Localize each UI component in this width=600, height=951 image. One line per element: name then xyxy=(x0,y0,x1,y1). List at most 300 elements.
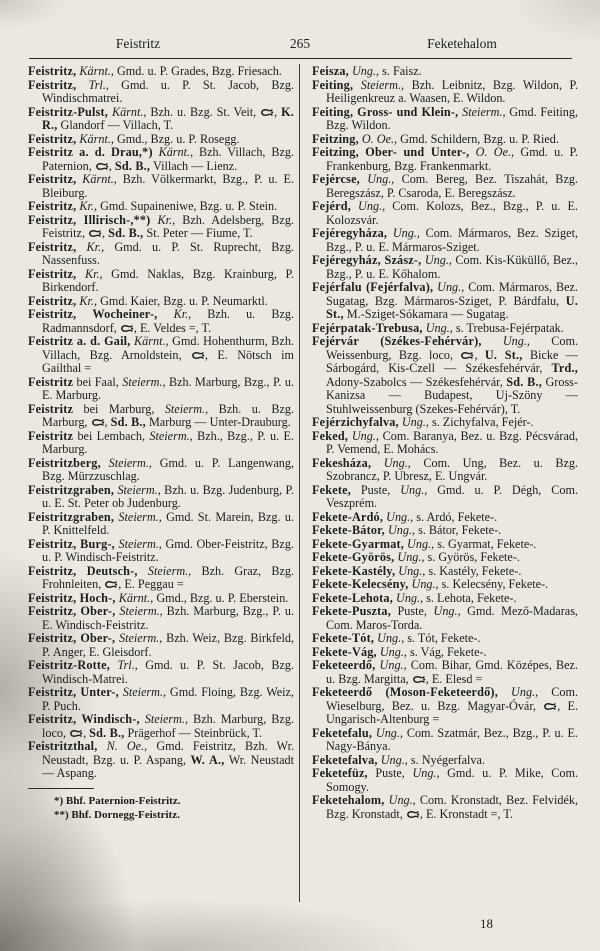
entry-text: Bzh. Villach, Bzg. Paternion, xyxy=(42,145,295,173)
entry-text: , E. Peggau = xyxy=(118,577,184,591)
entry-region: Steierm., xyxy=(139,712,189,726)
entry xyxy=(312,335,578,416)
entry-headword: Fekete-Kastély, xyxy=(312,563,396,578)
entry-text: Com. Mármaros, Bez. Sugatag, Bzg. Mármaros-Sziget, P. Bárdfalu, xyxy=(326,280,578,308)
entry-text: Gmd. u. P. St. Ruprecht, Bzg. Nassenfuss. xyxy=(42,239,294,267)
entry-headword: Feitzing, xyxy=(312,131,359,146)
entry-headword: Feistritz, Illirisch-,**) xyxy=(28,212,151,227)
entry-headword: Feistritzberg, xyxy=(28,455,101,470)
entry-text: s. Gyarmat, Fekete-. xyxy=(434,536,537,551)
entry xyxy=(28,376,294,403)
entry-text: Com. Ung, Bez. u. Bzg. Szobrancz, P. Ubresz, E. Ungvár. xyxy=(326,455,578,483)
entry-region: Ung., xyxy=(395,563,426,578)
right-column xyxy=(312,65,578,821)
entry xyxy=(312,146,578,173)
entry-headword: Feketeerdő, xyxy=(312,658,376,672)
entry-text: Gmd. Supaineniwe, Bzg. u. P. Stein. xyxy=(97,199,278,213)
entry-headword: Feistritz, Deutsch-, xyxy=(28,563,138,578)
entry-region: Kärnt., xyxy=(76,172,117,186)
entry-text: s. Zichyfalva, Fejér-. xyxy=(428,415,534,429)
entry xyxy=(312,484,578,511)
entry xyxy=(312,578,578,592)
entry-text: Bzh. Völkermarkt, Bzg., P. u. E. Bleiburg. xyxy=(42,172,294,200)
entry-text: , xyxy=(104,415,111,429)
entry-text: Bzh. Weiz, Bzg. Birkfeld, P. Anger, E. Gleisdorf. xyxy=(42,631,294,659)
entry xyxy=(312,227,578,254)
entry-headword: Feistritz a. d. Drau,*) xyxy=(28,145,153,159)
entry xyxy=(312,200,578,227)
post-horn-icon xyxy=(412,675,426,684)
entry-headword: Feistritzgraben, xyxy=(28,509,115,524)
entry-text: Bzh. Leibnitz, Bzg. Wildon, P. Heiligenkreuz a. Waasen, E. Wildon. xyxy=(326,77,578,105)
entry-text: , xyxy=(108,158,115,173)
entry-text: Gmd. u. P. Grades, Bzg. Friesach. xyxy=(113,64,282,78)
entry-text: Gmd. u. P. Dégh, Com. Veszprém. xyxy=(326,482,578,510)
entry-region: Kärnt., xyxy=(76,131,114,146)
entry-text: , xyxy=(102,226,109,240)
entry-region: Ung., xyxy=(348,64,380,78)
entry xyxy=(28,713,294,740)
entry-region: Kr., xyxy=(76,239,105,254)
entry-region: Kr., xyxy=(76,199,98,213)
entry xyxy=(312,794,578,821)
entry-region: Ung., xyxy=(384,523,416,537)
entry xyxy=(312,65,578,79)
entry-text: Gmd. u. P. St. Jacob, Bzg. Windisch-Matrei. xyxy=(42,658,294,686)
entry xyxy=(312,659,578,686)
header-rule xyxy=(29,58,572,59)
entry-text: Glandorf — Villach, T. xyxy=(57,118,174,132)
entry xyxy=(28,403,294,430)
entry-region: Kärnt., xyxy=(76,64,114,78)
footnotes-container xyxy=(28,795,294,822)
entry-text: Gmd. u. P. Langenwang, Bzg. Mürzzuschlag. xyxy=(42,455,295,483)
entry-text: Gmd. u. P. Mike, Com. Somogy. xyxy=(326,766,578,794)
entry-headword: Feistritz, xyxy=(28,64,77,78)
entry-region: Ung., xyxy=(374,631,405,645)
entry-region: Ung., xyxy=(384,793,416,807)
entry-text: Com. Bereg, Bez. Tiszahát, Bzg. Beregszász, P. Csaroda, E. Beregszász. xyxy=(326,172,578,200)
entry-text: Puste, xyxy=(367,766,413,780)
entry xyxy=(312,754,578,768)
entry-headword: Feisza, xyxy=(312,64,349,78)
entry-text: Bzh. u. Bzg. St. Veit, xyxy=(146,104,261,119)
entry-region: Steierm., xyxy=(458,104,506,119)
entry xyxy=(28,214,294,241)
entry-headword: Fejérfalu (Fejérfalva), xyxy=(312,280,434,294)
entry-region: Ung., xyxy=(408,577,439,591)
entry-region: Steierm., xyxy=(114,536,162,551)
entry-region: Steierm., xyxy=(149,428,193,443)
entry-text: Gmd. Ober-Feistritz, Bzg. u. P. Windisch-Feistritz. xyxy=(42,536,294,564)
entry-text: s. Györös, Fekete-. xyxy=(424,550,520,564)
entry-region: Kr., xyxy=(76,293,98,308)
entry-headword: Fekete, xyxy=(312,482,351,497)
entry-headword: Feistritz xyxy=(28,401,74,416)
entry-text: Gmd. Kaier, Bzg. u. P. Neumarktl. xyxy=(97,293,268,308)
entry-text: s. Faisz. xyxy=(379,64,422,78)
entry-region: Steierm., xyxy=(115,604,163,618)
entry-headword: Sd. B., xyxy=(108,226,144,240)
entry-region: Ung., xyxy=(433,604,461,618)
entry-headword: Sd. B., xyxy=(114,158,151,173)
left-entries-container xyxy=(28,65,294,781)
column-divider-rule xyxy=(299,64,300,902)
entry-headword: Fekete-Bátor, xyxy=(312,523,385,537)
entry xyxy=(312,457,578,484)
entry-text: Puste, xyxy=(350,482,401,497)
entry-region: O. Oe., xyxy=(358,131,398,146)
entry-text: , E. Ungarisch-Altenburg = xyxy=(326,698,579,726)
entry-region: Trl., xyxy=(76,77,109,92)
entry-text: Bzh. u. Bzg. Radmannsdorf, xyxy=(42,307,295,335)
entry-headword: Feistritz, xyxy=(28,266,77,281)
entry-region: Ung., xyxy=(372,725,403,740)
entry-headword: Feistritz, Burg-, xyxy=(28,536,115,551)
entry-headword: Fejérpatak-Trebusa, xyxy=(312,320,423,335)
entry-text: s. Trebusa-Fejérpatak. xyxy=(452,320,564,335)
entry-text: Bzh. Adelsberg, Bzg. Feistritz, xyxy=(42,212,294,240)
entry-headword: Sd. B., xyxy=(506,374,542,389)
entry-region: Ung., xyxy=(422,320,453,335)
entry-region: Ung., xyxy=(359,172,395,186)
entry-headword: Fejércse, xyxy=(312,172,360,186)
entry-text: s. Kelecsény, Fekete-. xyxy=(438,577,549,591)
entry-text: Gmd. St. Marein, Bzg. u. P. Knittelfeld. xyxy=(42,509,294,537)
entry-text: Com. Wieselburg, Bez. u. Bzg. Magyar-Óvár, xyxy=(326,685,578,713)
entry xyxy=(312,686,578,727)
entry-headword: Fejérd, xyxy=(312,199,351,213)
entry xyxy=(28,565,294,592)
entry-region: Steierm., xyxy=(115,631,163,645)
entry-text: s. Lehota, Fekete-. xyxy=(423,590,517,605)
post-horn-icon xyxy=(460,351,474,360)
entry-text: Bzh. u. Bzg. Marburg, xyxy=(42,401,294,429)
entry-headword: Feiting, Gross- und Klein-, xyxy=(312,104,459,119)
entry xyxy=(312,727,578,754)
entry-region: Steierm., xyxy=(164,401,209,416)
entry-region: Ung., xyxy=(433,280,465,294)
entry-region: Kärnt., xyxy=(115,590,154,605)
entry-headword: Fejérzichyfalva, xyxy=(312,415,399,429)
entry-text: Gross-Kanizsa — Budapest, Uj-Szöny — Stuhlweissenburg (Szekes-Fehérvár), T. xyxy=(326,374,578,416)
entry-headword: Feistritz a. d. Gail, xyxy=(28,334,131,348)
entry xyxy=(28,146,294,173)
post-horn-icon xyxy=(191,351,205,360)
entry-text: , xyxy=(474,347,485,362)
entry xyxy=(28,511,294,538)
entry-headword: Feistritzthal, xyxy=(28,739,98,753)
entry-headword: Feketehalom, xyxy=(312,793,385,807)
entry xyxy=(312,281,578,322)
entry-headword: Fekete-Puszta, xyxy=(312,604,391,618)
entry-text: Bzh. Marburg, Bzg., P. u. E. Windisch-Feistritz. xyxy=(42,604,294,632)
entry-text: Bzh. Graz, Bzg. Frohnleiten, xyxy=(42,563,295,591)
entry xyxy=(312,322,578,336)
entry-text: s. Nyégerfalva. xyxy=(407,752,485,767)
entry-headword: Fekete-Ardó, xyxy=(312,509,384,524)
entry xyxy=(28,106,294,133)
entry-text: Gmd., Bzg. u. P. Rosegg. xyxy=(113,131,240,146)
post-horn-icon xyxy=(95,162,109,171)
entry-headword: Feitzing, Ober- und Unter-, xyxy=(312,145,470,159)
entry-region: Ung., xyxy=(398,415,429,429)
entry-text: Bzh. Marburg, Bzg. loco, xyxy=(42,712,294,740)
left-column xyxy=(28,65,294,823)
entry-text: Bicke — Sárbogárd, Kis-Czell — Székesfehérvár, xyxy=(326,347,578,375)
entry xyxy=(28,605,294,632)
entry-text: Gmd. Schildern, Bzg. u. P. Ried. xyxy=(397,131,559,146)
entry-region: Ung., xyxy=(371,455,411,470)
entry-region: Ung., xyxy=(392,590,424,605)
entry-headword: Feistritz, Wocheiner-, xyxy=(28,307,158,321)
post-horn-icon xyxy=(88,229,102,238)
entry-headword: Feketefüz, xyxy=(312,766,368,780)
entry-headword: Feistritzgraben, xyxy=(28,482,115,497)
header-right-keyword: Feketehalom xyxy=(427,36,497,51)
entry-headword: Fekete-Györös, xyxy=(312,550,395,564)
header-page-number: 265 xyxy=(289,36,311,51)
entry xyxy=(28,200,294,214)
entry-headword: Sd. B., xyxy=(110,415,146,429)
footnote-separator-rule xyxy=(28,788,94,789)
entry-text: Bzh. Marburg, Bzg., P. u. E. Marburg. xyxy=(42,374,294,402)
entry xyxy=(28,538,294,565)
entry-headword: Feked, xyxy=(312,428,349,443)
entry-text: s. Bátor, Fekete-. xyxy=(415,523,502,537)
entry-region: N. Oe., xyxy=(97,739,148,753)
entry-headword: Feketefalva, xyxy=(312,752,378,767)
entry-text: bei Marburg, xyxy=(73,401,165,416)
entry-region: Steierm., xyxy=(118,685,167,699)
entry xyxy=(28,430,294,457)
entry-text: Bzh., Bzg., P. u. E. Marburg. xyxy=(42,428,294,456)
entry-region: Ung., xyxy=(481,334,530,348)
entry-text: M.-Sziget-Sókamara — Sugatag. xyxy=(343,307,509,321)
entry xyxy=(312,605,578,632)
post-horn-icon xyxy=(406,810,420,819)
entry-text: St. Peter — Fiume, T. xyxy=(143,226,253,240)
entry-text: Marburg — Unter-Drauburg. xyxy=(145,415,291,429)
entry-headword: Feistritz, xyxy=(28,293,77,308)
entry xyxy=(312,632,578,646)
entry xyxy=(312,538,578,552)
entry-headword: Feistritz, xyxy=(28,131,77,146)
entry-region: Kärnt., xyxy=(130,334,169,348)
entry xyxy=(312,106,578,133)
entry-headword: Trd., xyxy=(551,361,578,375)
entry-headword: Feistritz xyxy=(28,428,74,443)
entry-text: bei Faal, xyxy=(73,374,123,389)
footnote: *) Bhf. Paternion-Feistritz. xyxy=(54,794,181,807)
entry xyxy=(312,551,578,565)
entry-headword: Feistritz, Windisch-, xyxy=(28,712,140,726)
entry-text: Com. Kolozs, Bez., Bzg., P. u. E. Kolozsvár. xyxy=(326,199,578,227)
entry-headword: Feistritz, xyxy=(28,172,77,186)
entry-headword: Fejéregyház, Szász-, xyxy=(312,253,422,267)
entry xyxy=(28,241,294,268)
entry xyxy=(28,659,294,686)
entry-region: Ung., xyxy=(404,536,435,551)
entry-headword: Feketefalu, xyxy=(312,725,373,740)
entry-headword: U. St., xyxy=(326,293,578,321)
entry-text: Com. Kronstadt, Bez. Felvidék, Bzg. Kronstadt, xyxy=(326,793,578,821)
entry-text: Com. Bihar, Gmd. Középes, Bez. u. Bzg. Margitta, xyxy=(326,658,578,686)
entry-text: , xyxy=(274,104,282,119)
entry xyxy=(28,632,294,659)
entry-region: Ung., xyxy=(387,226,420,240)
entry-text: Com. Weissenburg, Bzg. loco, xyxy=(326,334,578,362)
entry-text: , E. Veldes =, T. xyxy=(133,320,212,335)
entry-headword: Feketeerdő (Moson-Feketeerdő), xyxy=(312,685,498,699)
entry-region: Ung., xyxy=(394,550,425,564)
entry-text: s. Vág, Fekete-. xyxy=(406,644,487,659)
entry-text: Gmd. Hohenthurm, Bzh. Villach, Bzg. Arnoldstein, xyxy=(42,334,294,362)
entry xyxy=(28,295,294,309)
entry xyxy=(312,646,578,660)
entry-text: Wr. Neustadt — Aspang. xyxy=(42,752,294,780)
entry xyxy=(28,65,294,79)
entry-region: Ung., xyxy=(376,644,407,659)
entry-text: Gmd. Mező-Madaras, Com. Maros-Torda. xyxy=(326,604,578,632)
entry-text: Puste, xyxy=(390,604,434,618)
entry-text: Adony-Szabolcs — Székesfehérvár, xyxy=(326,374,507,389)
entry-headword: Fejérvár (Székes-Fehérvár), xyxy=(312,334,482,348)
entry-region: Ung., xyxy=(348,428,379,443)
entry-headword: Feistritz, Hoch-, xyxy=(28,590,116,605)
entry-region: Ung., xyxy=(400,482,428,497)
entry-headword: Feistritz, Ober-, xyxy=(28,631,116,645)
entry xyxy=(28,335,294,376)
entry-headword: Feiting, xyxy=(312,77,354,92)
entry-text: Gmd., Bzg. u. P. Eberstein. xyxy=(153,590,289,605)
entry-region: O. Oe., xyxy=(469,145,515,159)
entry xyxy=(312,524,578,538)
entry-text: Gmd. u. P. Frankenburg, Bzg. Frankenmarkt. xyxy=(326,145,578,173)
entry-text: Villach — Lienz. xyxy=(150,158,238,173)
entry-text: s. Kastély, Fekete-. xyxy=(425,563,522,578)
post-horn-icon xyxy=(543,702,557,711)
entry xyxy=(312,173,578,200)
entry-text: Com. Szatmár, Bez., Bzg., P. u. E. Nagy-Bánya. xyxy=(326,725,578,753)
entry-text: bei Lembach, xyxy=(73,428,150,443)
right-entries-container xyxy=(312,65,578,821)
entry-text: , xyxy=(83,725,90,740)
entry-headword: Feistritz xyxy=(28,374,74,389)
entry-headword: Feistritz, xyxy=(28,199,77,213)
post-horn-icon xyxy=(91,418,105,427)
entry-text: , E. Kronstadt =, T. xyxy=(419,806,513,821)
entry xyxy=(28,484,294,511)
entry-headword: Fekete-Lehota, xyxy=(312,590,393,605)
entry-region: Steierm., xyxy=(114,509,162,524)
entry-text: s. Ardó, Fekete-. xyxy=(413,509,498,524)
footnote: **) Bhf. Dornegg-Feistritz. xyxy=(54,808,180,821)
entry-text: Gmd. Naklas, Bzg. Krainburg, P. Birkendorf. xyxy=(42,266,294,294)
entry-region: Ung., xyxy=(412,766,440,780)
entry-headword: Fekesháza, xyxy=(312,455,372,470)
entry-region: Kärnt., xyxy=(108,104,147,119)
header-left-keyword: Feistritz xyxy=(115,36,161,51)
running-header xyxy=(28,36,572,56)
entry xyxy=(28,308,294,335)
entry-headword: Feistritz, Ober-, xyxy=(28,604,116,618)
entry xyxy=(312,767,578,794)
entry-text: Com. Kis-Küküllő, Bez., Bzg., P. u. E. Kőhalom. xyxy=(326,253,578,281)
entry-headword: Feistritz, xyxy=(28,239,77,254)
entry xyxy=(28,686,294,713)
entry-region: Steierm., xyxy=(353,77,405,92)
entry-region: Kärnt., xyxy=(152,145,194,159)
entry-headword: Fejéregyháza, xyxy=(312,226,388,240)
entry-headword: Feistritz, Unter-, xyxy=(28,685,119,699)
entry-text: , E. Nötsch im Gailthal = xyxy=(42,347,294,375)
entry-headword: U. St., xyxy=(484,347,523,362)
entry xyxy=(312,430,578,457)
entry-region: Steierm., xyxy=(137,563,192,578)
entry-text: Com. Mármaros, Bez. Sziget, Bzg., P. u. E. Mármaros-Sziget. xyxy=(326,226,578,254)
entry-headword: Feistritz-Rotte, xyxy=(28,658,111,672)
entry-headword: Feistritz-Pulst, xyxy=(28,104,109,119)
entry-text: Gmd. Floing, Bzg. Weiz, P. Puch. xyxy=(42,685,294,713)
entry-region: Steierm., xyxy=(100,455,152,470)
entry xyxy=(28,740,294,781)
entry-region: Ung., xyxy=(497,685,539,699)
entry xyxy=(312,511,578,525)
entry-headword: W. A., xyxy=(190,752,225,767)
entry-headword: Sd. B., xyxy=(89,725,125,740)
signature-mark: 18 xyxy=(480,916,493,931)
post-horn-icon xyxy=(120,324,134,333)
entry-text: , E. Elesd = xyxy=(425,671,483,686)
entry-text: Gmd. Feiting, Bzg. Wildon. xyxy=(326,104,578,132)
entry xyxy=(312,133,578,147)
entry-region: Ung., xyxy=(421,253,452,267)
entry-region: Ung., xyxy=(377,752,408,767)
entry-text: Prägerhof — Steinbrück, T. xyxy=(124,725,263,740)
entry-region: Trl., xyxy=(110,658,138,672)
entry xyxy=(312,254,578,281)
entry xyxy=(28,268,294,295)
entry xyxy=(28,457,294,484)
entry-region: Steierm., xyxy=(122,374,166,389)
entry xyxy=(312,592,578,606)
entry-region: Kr., xyxy=(76,266,103,281)
entry xyxy=(312,416,578,430)
entry-headword: Feistritz, xyxy=(28,77,77,92)
entry-text: s. Tót, Fekete-. xyxy=(404,631,481,645)
entry-text: Gmd. u. P. St. Jacob, Bzg. Windischmatrei. xyxy=(42,77,294,105)
entry-text: Gmd. Feistritz, Bzh. Wr. Neustadt, Bzg. u. P. Aspang, xyxy=(42,739,294,767)
entry-headword: Fekete-Gyarmat, xyxy=(312,536,404,551)
entry xyxy=(312,79,578,106)
entry-text: Com. Baranya, Bez. u. Bzg. Pécsvárad, P. Vemend, E. Mohács. xyxy=(326,428,578,456)
entry-region: Ung., xyxy=(383,509,414,524)
entry xyxy=(28,173,294,200)
entry xyxy=(28,133,294,147)
entry-headword: Fekete-Kelecsény, xyxy=(312,577,409,591)
post-horn-icon xyxy=(69,729,83,738)
entry-text: Bzh. u. Bzg. Judenburg, P. u. E. St. Peter ob Judenburg. xyxy=(42,482,294,510)
entry-headword: Fekete-Vág, xyxy=(312,644,377,659)
entry-headword: Fekete-Tót, xyxy=(312,631,375,645)
entry xyxy=(28,79,294,106)
entry-region: Ung., xyxy=(375,658,407,672)
post-horn-icon xyxy=(104,580,118,589)
entry-headword: K. R., xyxy=(42,104,295,132)
entry xyxy=(312,565,578,579)
entry xyxy=(28,592,294,606)
